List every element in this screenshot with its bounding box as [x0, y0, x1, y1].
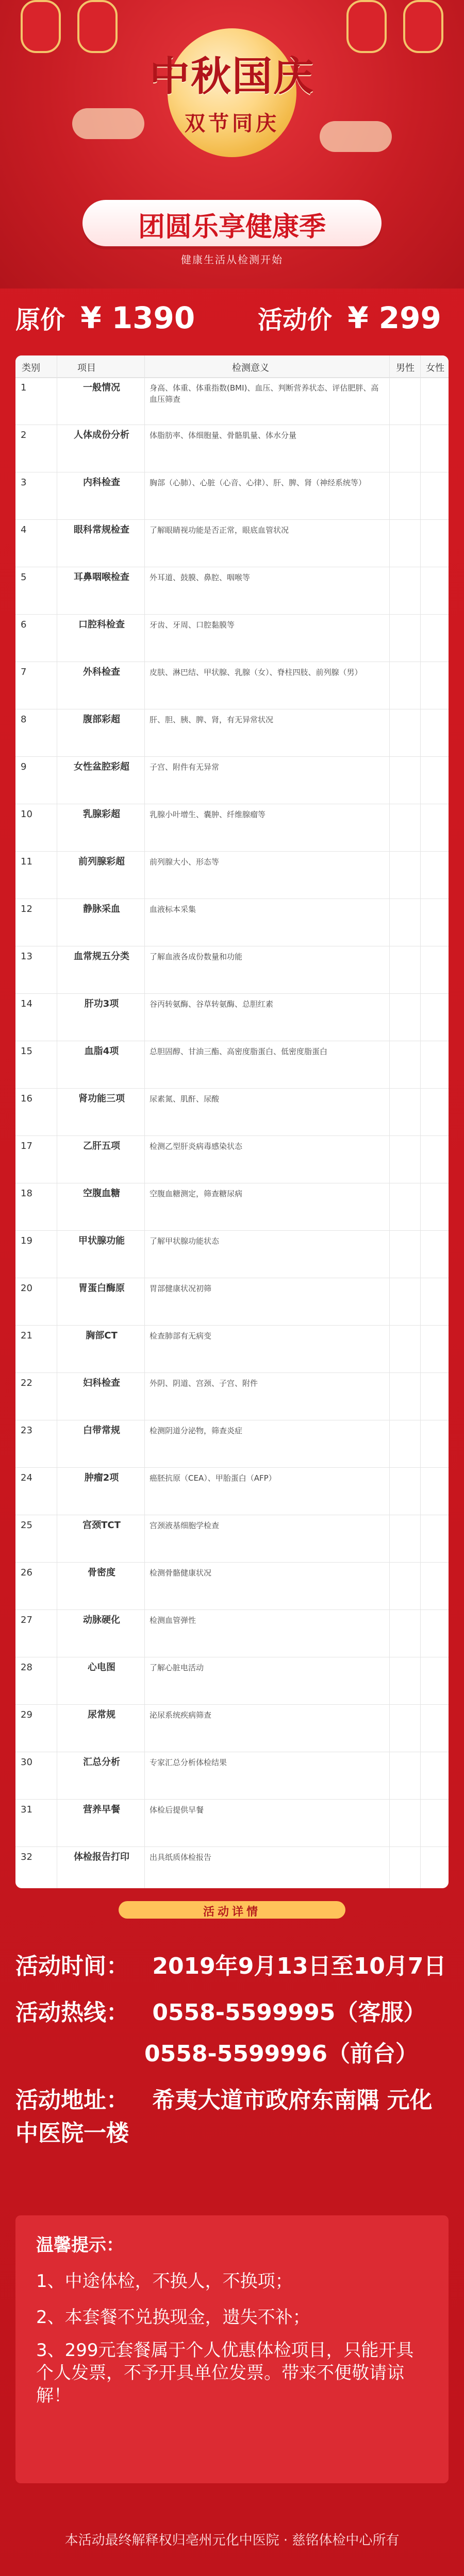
- tips-box: [15, 2215, 449, 2483]
- activity-address: [15, 2081, 449, 2147]
- row-item: 前列腺彩超: [78, 856, 125, 867]
- row-number: 32: [21, 1852, 32, 1862]
- price-row: [0, 289, 464, 345]
- row-number: 22: [21, 1378, 32, 1388]
- row-item: 耳鼻咽喉检查: [74, 572, 129, 583]
- row-item: 白带常规: [83, 1425, 120, 1436]
- table-row: [15, 1657, 449, 1705]
- row-number: 27: [21, 1615, 32, 1625]
- table-row: [15, 946, 449, 994]
- row-meaning: 检测阴道分泌物，筛查炎症: [150, 1426, 243, 1435]
- table-header-female: 女性: [426, 363, 444, 374]
- row-item: 腹部彩超: [83, 714, 120, 725]
- ribbon-title: 团圆乐享健康季: [138, 212, 326, 243]
- row-number: 11: [21, 856, 32, 867]
- row-item: 营养早餐: [83, 1804, 120, 1815]
- row-item: 胸部CT: [86, 1330, 118, 1341]
- table-row: [15, 425, 449, 472]
- table-row: [15, 1183, 449, 1231]
- row-item: 甲状腺功能: [78, 1235, 125, 1246]
- tip-item-2: 2、本套餐不兑换现金，遗失不补；: [36, 2307, 310, 2328]
- cloud-icon: [72, 108, 144, 139]
- row-meaning: 了解心脏电活动: [150, 1663, 204, 1672]
- activity-time-value: 2019年9月13日至10月7日: [152, 1953, 446, 1979]
- activity-details-text: 活动详情: [203, 1906, 261, 1919]
- row-number: 14: [21, 998, 32, 1009]
- row-meaning: 谷丙转氨酶、谷草转氨酶、总胆红素: [150, 999, 274, 1009]
- row-number: 30: [21, 1757, 32, 1768]
- row-meaning: 专家汇总分析体检结果: [150, 1758, 227, 1767]
- row-meaning: 宫颈液基细胞学检查: [150, 1521, 220, 1530]
- table-header-item: 项目: [77, 363, 96, 374]
- row-item: 乙肝五项: [83, 1141, 120, 1151]
- row-meaning: 空腹血糖测定，筛查糖尿病: [150, 1189, 243, 1198]
- row-item: 心电图: [88, 1662, 115, 1673]
- row-number: 31: [21, 1804, 32, 1815]
- hero-title: 中秋国庆: [149, 54, 314, 100]
- row-item: 妇科检查: [83, 1378, 120, 1388]
- lantern-icon: [403, 0, 443, 53]
- table-row: [15, 614, 449, 662]
- table-row: [15, 567, 449, 615]
- tip-item-1: 1、中途体检，不换人，不换项；: [36, 2271, 293, 2292]
- table-header-meaning: 检测意义: [232, 363, 269, 374]
- row-meaning: 癌胚抗原（CEA）、甲胎蛋白（AFP）: [150, 1473, 276, 1483]
- table-row: [15, 1088, 449, 1136]
- row-number: 17: [21, 1141, 32, 1151]
- table-row: [15, 709, 449, 757]
- table-row: [15, 1467, 449, 1515]
- row-meaning: 体检后提供早餐: [150, 1805, 204, 1815]
- row-number: 26: [21, 1567, 32, 1578]
- tips-title: 温馨提示：: [36, 2235, 124, 2256]
- row-item: 人体成份分析: [74, 430, 129, 440]
- table-row: [15, 1278, 449, 1326]
- row-number: 5: [21, 572, 27, 583]
- table-row: [15, 1846, 449, 1888]
- row-number: 24: [21, 1472, 32, 1483]
- row-item: 肝功3项: [84, 998, 119, 1009]
- row-meaning: 了解眼睛视功能是否正常，眼底血管状况: [150, 526, 289, 535]
- row-number: 3: [21, 477, 27, 488]
- tip-item-3: 3、299元套餐属于个人优惠体检项目，只能开具个人发票，不予开具单位发票。带来不便敬请谅解！: [36, 2340, 414, 2406]
- row-number: 15: [21, 1046, 32, 1057]
- activity-hotline: [15, 1994, 449, 2027]
- row-number: 19: [21, 1235, 32, 1246]
- table-row: [15, 1704, 449, 1752]
- activity-price-label: 活动价: [258, 306, 333, 334]
- table-row: [15, 1420, 449, 1468]
- row-meaning: 总胆固醇、甘油三酯、高密度脂蛋白、低密度脂蛋白: [150, 1047, 328, 1056]
- main-ribbon: [82, 200, 382, 246]
- table-row: [15, 993, 449, 1041]
- table-row: [15, 899, 449, 946]
- exam-table: [15, 355, 449, 1888]
- row-item: 汇总分析: [83, 1757, 120, 1768]
- activity-hotline-2-value: 0558-5599996（前台）: [144, 2041, 419, 2067]
- row-item: 动脉硬化: [83, 1615, 120, 1625]
- lantern-icon: [77, 0, 118, 53]
- activity-hotline-2: [144, 2035, 464, 2068]
- row-number: 16: [21, 1093, 32, 1104]
- row-number: 10: [21, 809, 32, 820]
- row-number: 18: [21, 1188, 32, 1199]
- table-row: [15, 756, 449, 804]
- original-price-value: ¥ 1390: [80, 300, 195, 335]
- table-header: [15, 355, 449, 378]
- row-meaning: 了解血液各成份数量和功能: [150, 952, 243, 961]
- table-row: [15, 377, 449, 425]
- row-meaning: 外阴、阴道、宫颈、子宫、附件: [150, 1379, 258, 1388]
- row-number: 7: [21, 667, 27, 677]
- row-number: 1: [21, 382, 27, 393]
- row-number: 12: [21, 904, 32, 914]
- row-item: 空腹血糖: [83, 1188, 120, 1199]
- row-number: 2: [21, 430, 27, 440]
- row-number: 9: [21, 761, 27, 772]
- row-meaning: 外耳道、鼓膜、鼻腔、咽喉等: [150, 573, 251, 582]
- table-row: [15, 1609, 449, 1657]
- row-number: 6: [21, 619, 27, 630]
- row-item: 一般情况: [83, 382, 120, 393]
- row-item: 口腔科检查: [78, 619, 125, 630]
- activity-price: [258, 300, 441, 335]
- table-row: [15, 1136, 449, 1183]
- table-row: [15, 1515, 449, 1563]
- lantern-icon: [21, 0, 61, 53]
- row-meaning: 胃部健康状况初筛: [150, 1284, 212, 1293]
- row-meaning: 了解甲状腺功能状态: [150, 1236, 220, 1246]
- row-meaning: 出具纸质体检报告: [150, 1853, 212, 1862]
- row-meaning: 乳腺小叶增生、囊肿、纤维腺瘤等: [150, 810, 266, 819]
- row-meaning: 泌尿系统疾病筛查: [150, 1710, 212, 1720]
- row-item: 胃蛋白酶原: [78, 1283, 125, 1294]
- table-header-male: 男性: [396, 363, 415, 374]
- ribbon-note: 健康生活从检测开始: [181, 253, 283, 266]
- row-item: 血脂4项: [84, 1046, 119, 1057]
- row-item: 乳腺彩超: [83, 809, 120, 820]
- table-row: [15, 1230, 449, 1278]
- row-meaning: 胸部（心肺）、心脏（心音、心律）、肝、脾、肾（神经系统等）: [150, 478, 367, 487]
- table-row: [15, 1325, 449, 1373]
- activity-price-value: ¥ 299: [347, 300, 441, 335]
- row-item: 骨密度: [88, 1567, 115, 1578]
- activity-details-title: [0, 1891, 464, 1927]
- table-row: [15, 851, 449, 899]
- cloud-icon: [320, 121, 392, 152]
- row-meaning: 子宫、附件有无异常: [150, 762, 220, 772]
- activity-details-bar: [119, 1901, 345, 1919]
- row-item: 宫颈TCT: [82, 1520, 121, 1531]
- activity-time: [15, 1947, 449, 1980]
- row-item: 肿瘤2项: [84, 1472, 119, 1483]
- activity-address-label: 活动地址：: [15, 2087, 129, 2113]
- row-meaning: 检测乙型肝炎病毒感染状态: [150, 1142, 243, 1151]
- row-item: 静脉采血: [83, 904, 120, 914]
- row-number: 23: [21, 1425, 32, 1436]
- row-item: 外科检查: [83, 667, 120, 677]
- row-meaning: 检查肺部有无病变: [150, 1331, 212, 1341]
- row-item: 体检报告打印: [74, 1852, 129, 1862]
- row-item: 内科检查: [83, 477, 120, 488]
- original-price-label: 原价: [15, 306, 65, 334]
- row-number: 20: [21, 1283, 32, 1294]
- footer-notice: 本活动最终解释权归亳州元化中医院 · 慈铭体检中心所有: [64, 2533, 400, 2548]
- row-meaning: 牙齿、牙周、口腔黏膜等: [150, 620, 235, 630]
- table-row: [15, 662, 449, 709]
- activity-time-label: 活动时间：: [15, 1953, 129, 1979]
- row-meaning: 身高、体重、体重指数(BMI)、血压、判断营养状态、评估肥胖、高血压筛查: [150, 383, 379, 404]
- table-row: [15, 1799, 449, 1847]
- row-item: 血常规五分类: [74, 951, 129, 962]
- row-meaning: 检测血管弹性: [150, 1616, 196, 1625]
- row-meaning: 前列腺大小、形态等: [150, 857, 220, 867]
- original-price: [15, 300, 195, 335]
- table-row: [15, 1041, 449, 1089]
- row-meaning: 肝、胆、胰、脾、肾，有无异常状况: [150, 715, 274, 724]
- hero-subtitle: 双节同庆: [185, 112, 279, 135]
- row-meaning: 体脂肪率、体细胞量、骨骼肌量、体水分量: [150, 431, 297, 440]
- row-meaning: 尿素氮、肌酐、尿酸: [150, 1094, 220, 1104]
- row-number: 4: [21, 524, 27, 535]
- row-number: 29: [21, 1709, 32, 1720]
- table-row: [15, 1752, 449, 1800]
- table-row: [15, 804, 449, 852]
- row-item: 眼科常规检查: [74, 524, 129, 535]
- row-item: 尿常规: [88, 1709, 115, 1720]
- row-item: 肾功能三项: [78, 1093, 125, 1104]
- row-number: 13: [21, 951, 32, 962]
- table-row: [15, 1372, 449, 1420]
- activity-address-value: 希夷大道市政府东南隅 元化中医院一楼: [15, 2087, 433, 2146]
- activity-hotline-label: 活动热线：: [15, 1999, 129, 2026]
- row-item: 女性盆腔彩超: [74, 761, 129, 772]
- row-meaning: 血液标本采集: [150, 905, 196, 914]
- hero-banner: [0, 0, 464, 289]
- row-meaning: 皮肤、淋巴结、甲状腺、乳腺（女）、脊柱四肢、前列腺（男）: [150, 668, 362, 677]
- row-number: 21: [21, 1330, 32, 1341]
- row-number: 8: [21, 714, 27, 725]
- activity-hotline-1: 0558-5599995（客服）: [152, 1999, 426, 2026]
- row-number: 28: [21, 1662, 32, 1673]
- lantern-icon: [346, 0, 387, 53]
- row-number: 25: [21, 1520, 32, 1531]
- table-row: [15, 1562, 449, 1610]
- table-row: [15, 519, 449, 567]
- table-header-category: 类别: [22, 363, 40, 374]
- row-meaning: 检测骨骼健康状况: [150, 1568, 212, 1578]
- table-row: [15, 472, 449, 520]
